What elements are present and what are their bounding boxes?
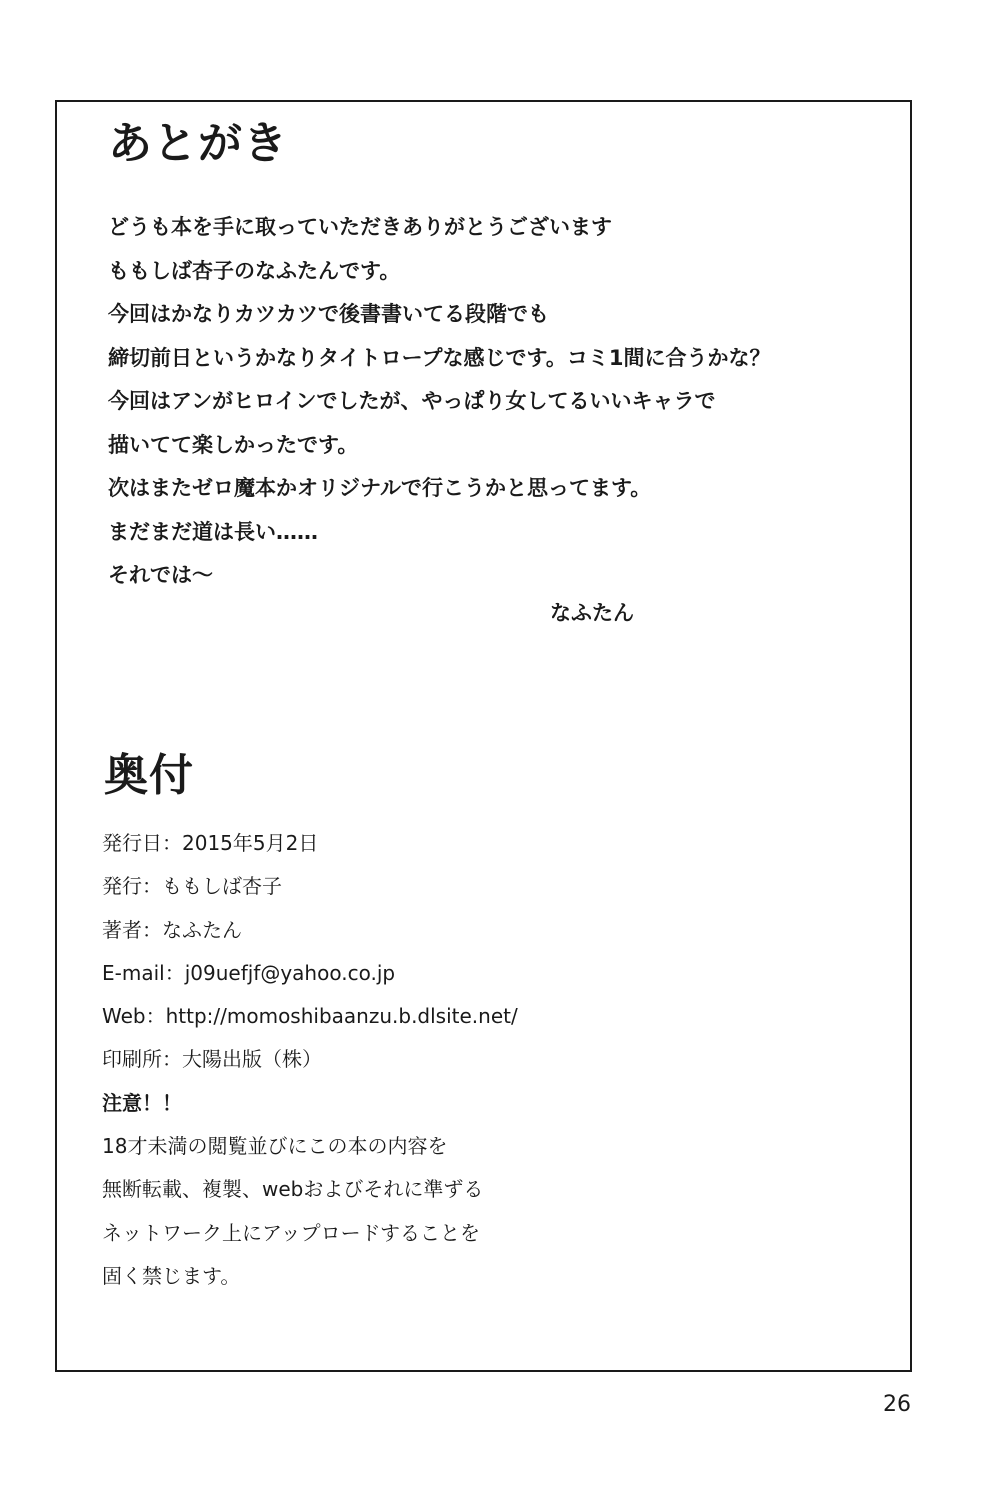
afterword-line: どうも本を手に取っていただきありがとうございます bbox=[108, 215, 612, 239]
page-number: 26 bbox=[883, 1392, 911, 1417]
notice-line: ネットワーク上にアップロードすることを bbox=[102, 1220, 480, 1245]
afterword-line: 次はまたゼロ魔本かオリジナルで行こうかと思ってます。 bbox=[108, 476, 652, 500]
afterword-body bbox=[108, 206, 770, 598]
publisher: 発行：ももしば杏子 bbox=[102, 874, 282, 899]
afterword-title: あとがき bbox=[108, 118, 288, 169]
publish-date: 発行日：2015年5月2日 bbox=[102, 831, 319, 855]
afterword-line: 描いてて楽しかったです。 bbox=[108, 432, 359, 457]
afterword-line: 締切前日というかなりタイトロープな感じです。コミ1間に合うかな？ bbox=[108, 345, 771, 370]
author: 著者：なふたん bbox=[102, 917, 242, 942]
notice-line: 無断転載、複製、webおよびそれに準ずる bbox=[102, 1177, 484, 1202]
afterword-line: 今回はアンがヒロインでしたが、やっぱり女してるいいキャラで bbox=[108, 389, 716, 413]
email: E-mail：j09uefjf@yahoo.co.jp bbox=[102, 960, 396, 985]
afterword-line: それでは～ bbox=[108, 563, 213, 587]
notice-line: 固く禁じます。 bbox=[102, 1263, 241, 1288]
notice-line: 18才未満の閲覧並びにこの本の内容を bbox=[102, 1134, 448, 1159]
author-signature: なふたん bbox=[550, 601, 634, 625]
printer: 印刷所：大陽出版（株） bbox=[102, 1047, 322, 1072]
colophon-body bbox=[102, 822, 518, 1298]
website: Web：http://momoshibaanzu.b.dlsite.net/ bbox=[102, 1004, 518, 1029]
colophon-title: 奥付 bbox=[104, 750, 194, 801]
afterword-line: ももしば杏子のなふたんです。 bbox=[108, 258, 401, 283]
notice-heading: 注意！！ bbox=[102, 1090, 182, 1115]
afterword-line: 今回はかなりカツカツで後書書いてる段階でも bbox=[108, 302, 549, 326]
afterword-line: まだまだ道は長い…… bbox=[108, 519, 318, 544]
